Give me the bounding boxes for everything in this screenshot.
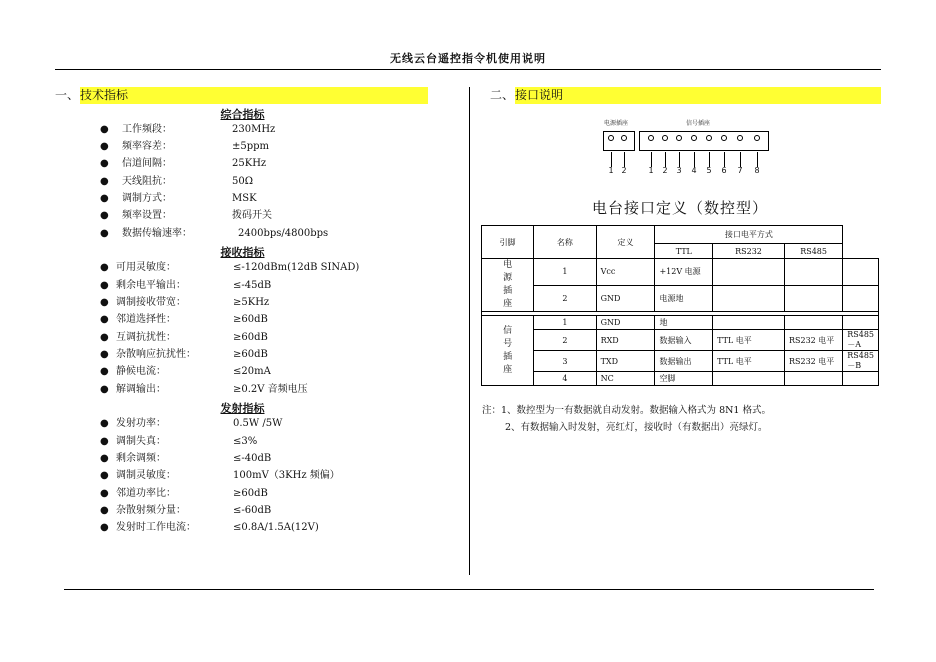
spec-value: MSK — [232, 193, 257, 204]
table-row — [482, 372, 879, 386]
spec-label: 工作频段： — [122, 124, 172, 135]
section-title: 技术指标 — [80, 88, 129, 102]
bullet-icon: ● — [100, 488, 109, 499]
pin-lead — [709, 152, 710, 167]
pin-lead — [624, 152, 625, 167]
spec-value: ≤20mA — [233, 366, 271, 377]
cell-pin: 3 — [534, 351, 596, 372]
group-label: 信 号 插 座 — [482, 316, 534, 386]
spec-value: ±5ppm — [232, 141, 270, 152]
cell-name: GND — [596, 316, 655, 330]
spec-value: 拨码开关 — [232, 210, 272, 221]
spec-value: 230MHz — [232, 124, 276, 135]
cell-name: GND — [596, 285, 655, 312]
spec-label: 发射功率： — [116, 418, 166, 429]
spec-label: 杂散响应抗扰性： — [116, 349, 196, 360]
pin-hole-icon — [721, 135, 727, 141]
interface-table — [481, 225, 879, 386]
cell-pin: 4 — [534, 372, 596, 386]
spec-label: 调制灵敏度： — [116, 470, 176, 481]
cell-rs232: RS232 电平 — [784, 330, 842, 351]
bullet-icon: ● — [100, 436, 109, 447]
cell-name: NC — [596, 372, 655, 386]
pin-number: 2 — [662, 166, 668, 175]
power-socket-label: 电源插座 — [604, 120, 629, 127]
table-row — [482, 285, 879, 312]
spec-label: 频率容差： — [122, 141, 172, 152]
pin-number: 5 — [706, 166, 712, 175]
cell-rs485: RS485－B — [843, 351, 879, 372]
bullet-icon: ● — [100, 366, 109, 377]
pin-number: 7 — [737, 166, 743, 175]
spec-value: 2400bps/4800bps — [238, 228, 329, 239]
bullet-icon: ● — [100, 124, 109, 135]
cell-rs232 — [784, 259, 842, 286]
spec-value: ≥0.2V 音频电压 — [233, 384, 308, 395]
bullet-icon: ● — [100, 453, 109, 464]
spec-label: 邻道功率比： — [116, 488, 176, 499]
spec-value: 50Ω — [232, 176, 254, 187]
spec-value: ≤-120dBm(12dB SINAD) — [233, 262, 360, 273]
spec-value: 100mV（3KHz 频偏） — [233, 470, 340, 481]
pin-number: 2 — [621, 166, 627, 175]
cell-def: 数据输出 — [655, 351, 713, 372]
spec-label: 邻道选择性： — [116, 314, 176, 325]
cell-ttl — [713, 316, 785, 330]
cell-def: +12V 电源 — [655, 259, 713, 286]
bullet-icon: ● — [100, 522, 109, 533]
spec-value: ≥60dB — [233, 314, 268, 325]
spec-label: 可用灵敏度： — [116, 262, 176, 273]
spec-label: 调制失真： — [116, 436, 166, 447]
signal-socket-label: 信号插座 — [686, 120, 711, 127]
cell-rs232: RS232 电平 — [784, 351, 842, 372]
table-row — [482, 259, 879, 286]
pin-hole-icon — [691, 135, 697, 141]
bullet-icon: ● — [100, 505, 109, 516]
bullet-icon: ● — [100, 470, 109, 481]
pin-lead — [724, 152, 725, 167]
spec-label: 解调输出： — [116, 384, 166, 395]
pin-lead — [611, 152, 612, 167]
pin-number: 4 — [691, 166, 697, 175]
bullet-icon: ● — [100, 262, 109, 273]
spec-label: 调制接收带宽： — [116, 297, 186, 308]
header-rule — [55, 69, 881, 70]
cell-name: RXD — [596, 330, 655, 351]
cell-rs485 — [843, 259, 879, 286]
cell-def: 地 — [655, 316, 713, 330]
bullet-icon: ● — [100, 418, 109, 429]
spec-label: 互调抗扰性： — [116, 332, 176, 343]
bullet-icon: ● — [100, 280, 109, 291]
pin-lead — [694, 152, 695, 167]
spec-value: ≥5KHz — [233, 297, 270, 308]
cell-pin: 1 — [534, 259, 596, 286]
pin-number: 1 — [608, 166, 614, 175]
spec-value: 0.5W /5W — [233, 418, 283, 429]
section-number: 二、 — [490, 88, 515, 102]
pin-number: 8 — [754, 166, 760, 175]
pin-hole-icon — [648, 135, 654, 141]
spec-label: 发射时工作电流： — [116, 522, 196, 533]
spec-value: ≥60dB — [233, 349, 268, 360]
spec-label: 剩余电平输出： — [116, 280, 186, 291]
spec-label: 数据传输速率： — [122, 228, 192, 239]
cell-rs485 — [843, 316, 879, 330]
cell-def: 空脚 — [655, 372, 713, 386]
bullet-icon: ● — [100, 332, 109, 343]
header-rs232: RS232 — [713, 244, 785, 259]
cell-pin: 1 — [534, 316, 596, 330]
header-pin: 引脚 — [482, 226, 534, 259]
spec-label: 信道间隔： — [122, 158, 172, 169]
bullet-icon: ● — [100, 176, 109, 187]
footer-rule — [64, 589, 874, 590]
cell-pin: 2 — [534, 330, 596, 351]
pin-number: 1 — [648, 166, 654, 175]
group-label: 电 源 插 座 — [482, 259, 534, 312]
header-rs485: RS485 — [784, 244, 842, 259]
cell-name: TXD — [596, 351, 655, 372]
cell-rs232 — [784, 316, 842, 330]
bullet-icon: ● — [100, 228, 109, 239]
spec-label: 调制方式： — [122, 193, 172, 204]
pin-hole-icon — [737, 135, 743, 141]
section-heading-specs — [55, 87, 428, 104]
bullet-icon: ● — [100, 314, 109, 325]
spec-value: ≤-45dB — [233, 280, 272, 291]
pin-hole-icon — [676, 135, 682, 141]
header-definition: 定义 — [596, 226, 655, 259]
spec-value: ≥60dB — [233, 488, 268, 499]
pin-lead — [665, 152, 666, 167]
cell-rs232 — [784, 372, 842, 386]
table-row — [482, 351, 879, 372]
bullet-icon: ● — [100, 210, 109, 221]
spec-value: ≤-40dB — [233, 453, 272, 464]
pin-hole-icon — [621, 135, 627, 141]
column-divider — [469, 87, 470, 575]
cell-ttl — [713, 259, 785, 286]
spec-label: 天线阻抗： — [122, 176, 172, 187]
bullet-icon: ● — [100, 349, 109, 360]
bullet-icon: ● — [100, 297, 109, 308]
spec-value: ≤-60dB — [233, 505, 272, 516]
table-title: 电台接口定义（数控型） — [591, 199, 768, 217]
cell-rs232 — [784, 285, 842, 312]
pin-number: 3 — [676, 166, 682, 175]
signal-socket — [639, 131, 769, 151]
cell-rs485 — [843, 285, 879, 312]
cell-rs485 — [843, 372, 879, 386]
spec-group-title: 发射指标 — [220, 402, 265, 415]
cell-def: 电源地 — [655, 285, 713, 312]
cell-ttl — [713, 285, 785, 312]
cell-rs485: RS485－A — [843, 330, 879, 351]
pin-hole-icon — [608, 135, 614, 141]
pin-lead — [740, 152, 741, 167]
spec-label: 剩余调频： — [116, 453, 166, 464]
cell-name: Vcc — [596, 259, 655, 286]
header-ttl: TTL — [655, 244, 713, 259]
document-title: 无线云台遥控指令机使用说明 — [390, 52, 546, 65]
spec-group-title: 接收指标 — [220, 246, 265, 259]
spec-value: 25KHz — [232, 158, 267, 169]
spec-value: ≥60dB — [233, 332, 268, 343]
bullet-icon: ● — [100, 141, 109, 152]
cell-pin: 2 — [534, 285, 596, 312]
spec-value: ≤0.8A/1.5A(12V) — [233, 522, 319, 533]
table-row — [482, 316, 879, 330]
cell-def: 数据输入 — [655, 330, 713, 351]
note-line-2: 2、有数据输入时发射，亮红灯，接收时（有数据出）亮绿灯。 — [505, 422, 768, 433]
bullet-icon: ● — [100, 158, 109, 169]
header-level-mode: 接口电平方式 — [655, 226, 843, 244]
power-socket — [603, 131, 635, 151]
cell-ttl — [713, 372, 785, 386]
spec-label: 静候电流： — [116, 366, 166, 377]
pin-lead — [651, 152, 652, 167]
pin-hole-icon — [706, 135, 712, 141]
cell-ttl: TTL 电平 — [713, 330, 785, 351]
section-heading-interface — [490, 87, 881, 104]
note-line-1: 注：1、数控型为一有数据就自动发射。数据输入格式为 8N1 格式。 — [482, 405, 771, 416]
cell-ttl: TTL 电平 — [713, 351, 785, 372]
spec-label: 频率设置： — [122, 210, 172, 221]
bullet-icon: ● — [100, 384, 109, 395]
bullet-icon: ● — [100, 193, 109, 204]
table-row — [482, 330, 879, 351]
pin-lead — [757, 152, 758, 167]
section-title: 接口说明 — [515, 88, 564, 102]
pin-number: 6 — [721, 166, 727, 175]
spec-label: 杂散射频分量： — [116, 505, 186, 516]
spec-group-title: 综合指标 — [220, 108, 265, 121]
pin-hole-icon — [662, 135, 668, 141]
pin-hole-icon — [754, 135, 760, 141]
section-number: 一、 — [55, 88, 80, 102]
pin-lead — [679, 152, 680, 167]
spec-value: ≤3% — [233, 436, 258, 447]
header-name: 名称 — [534, 226, 596, 259]
